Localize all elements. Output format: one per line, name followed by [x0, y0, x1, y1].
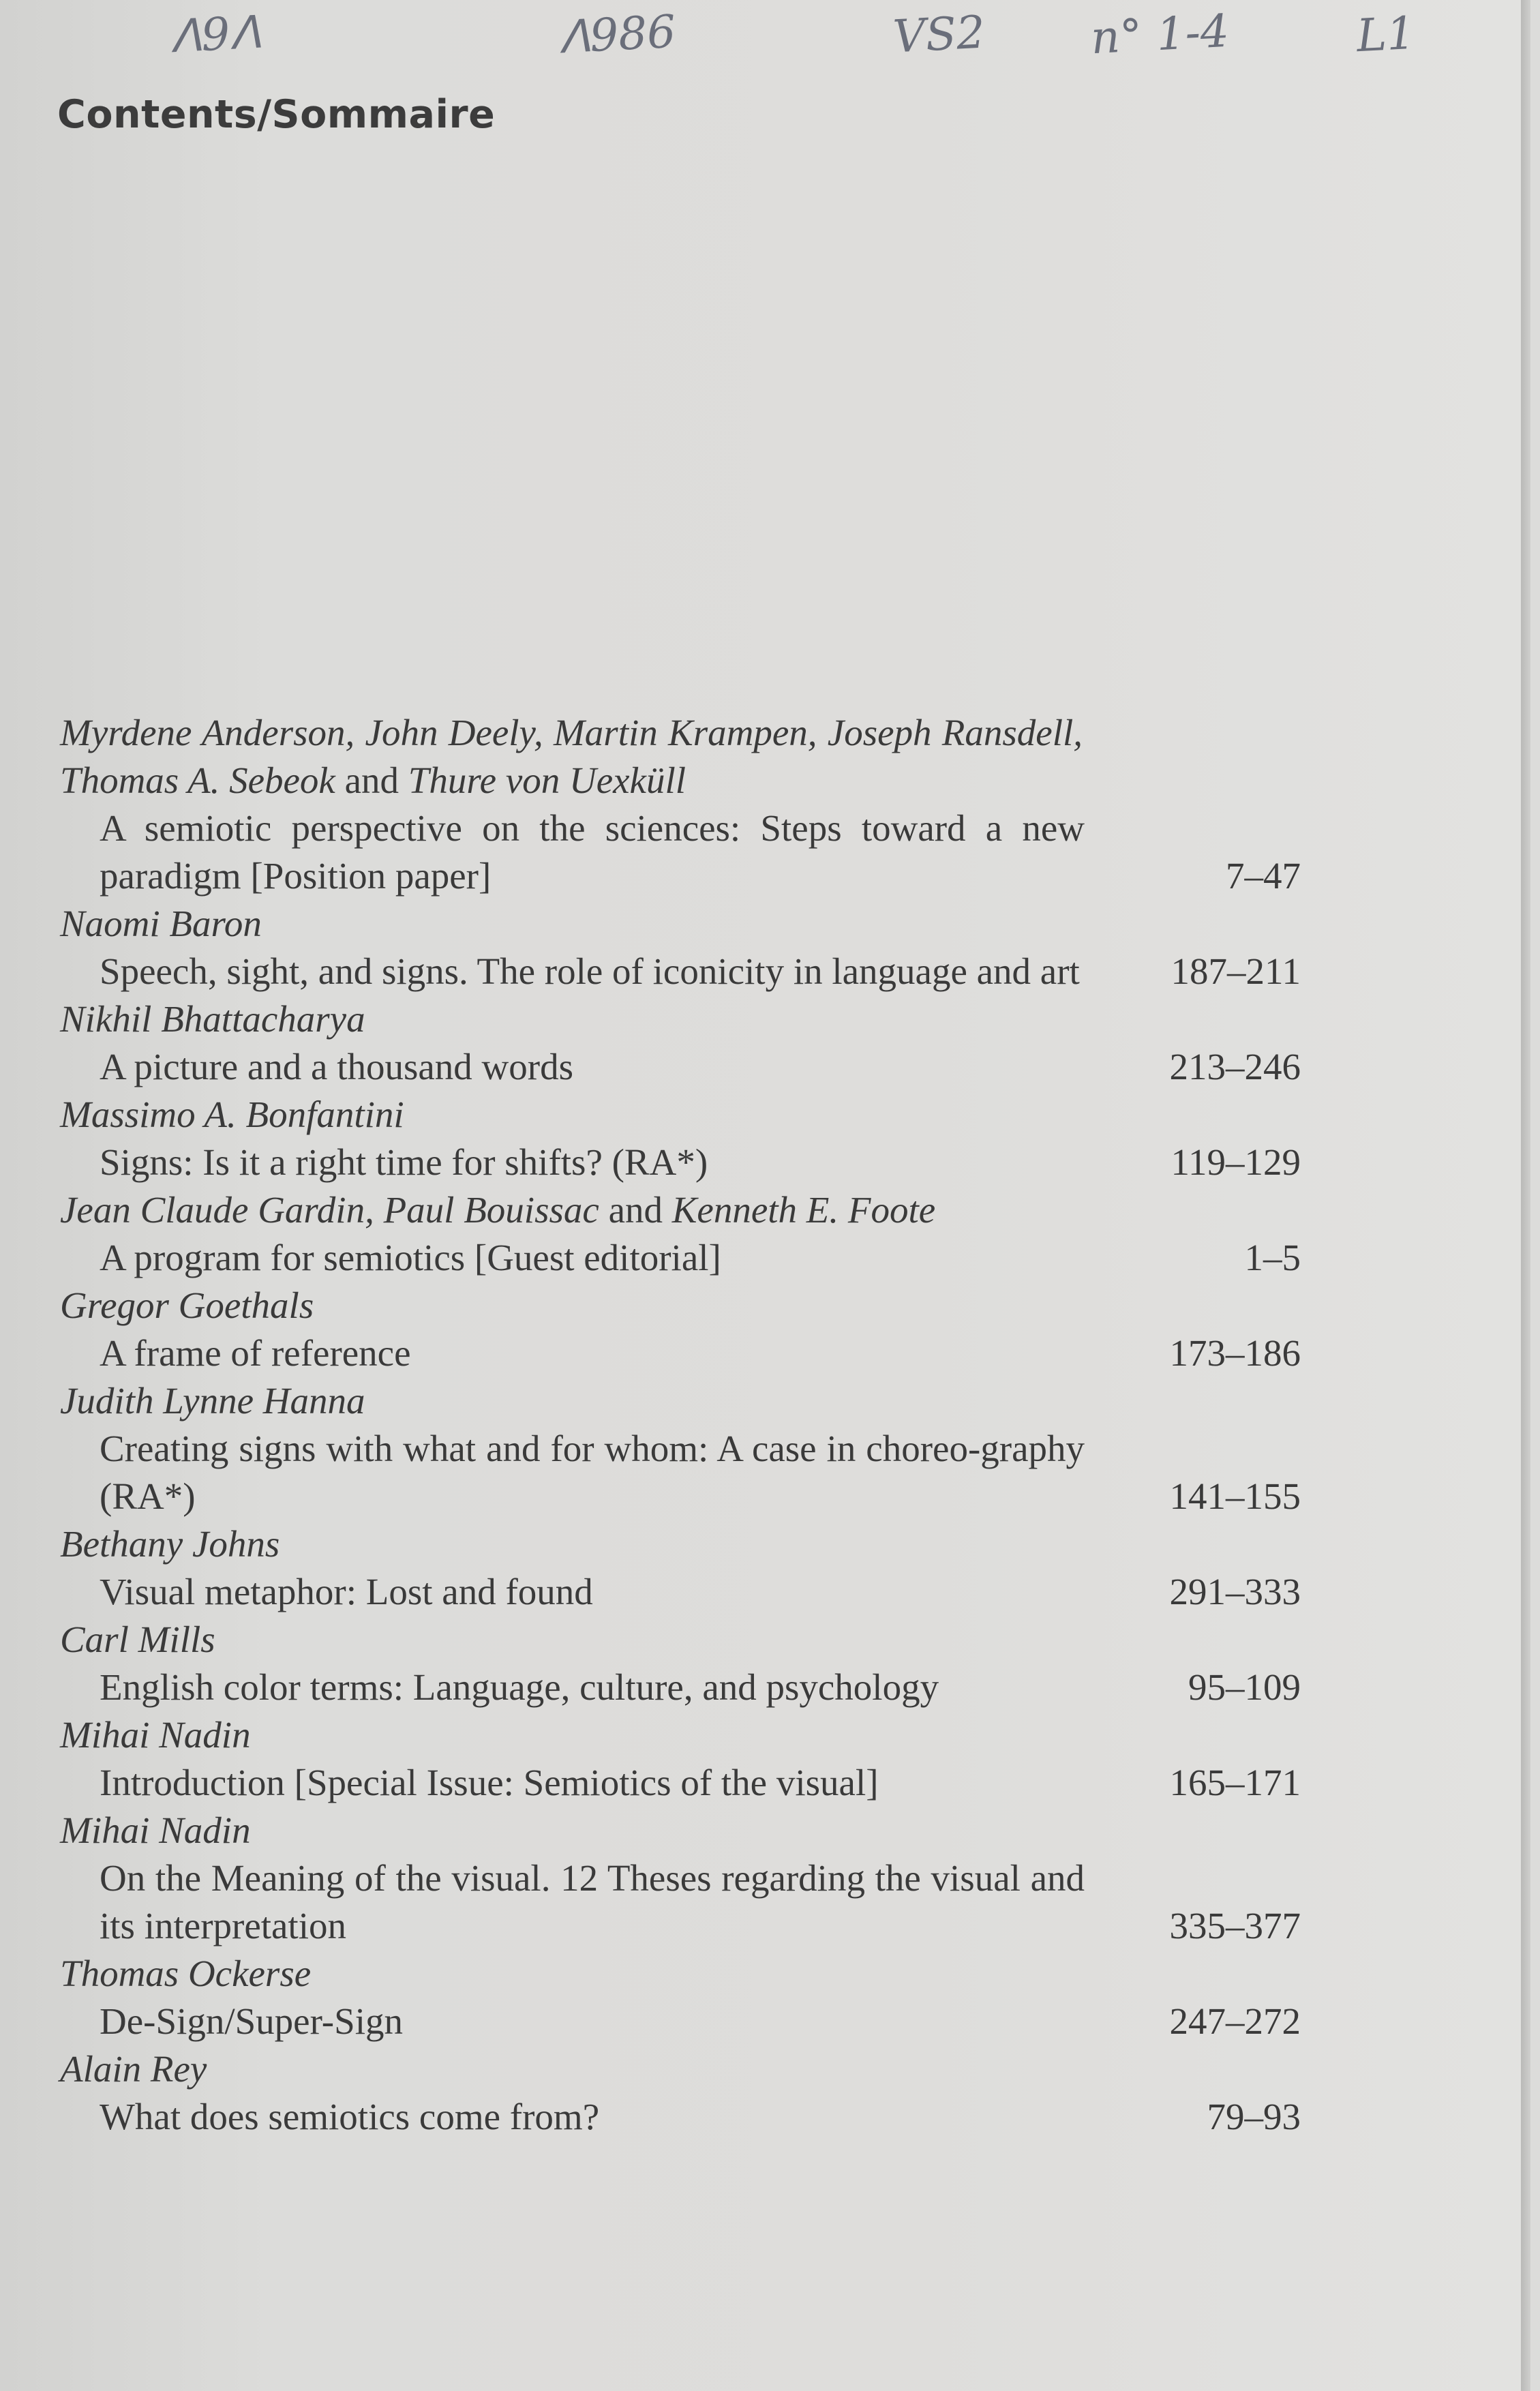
- entry-authors: [60, 1711, 1083, 1759]
- handwritten-note: ᐱ9ᐱ: [169, 5, 262, 63]
- toc-entry: [60, 1282, 1301, 1377]
- entry-pages: 141–155: [1169, 1475, 1301, 1517]
- entry-title: A semiotic perspective on the sciences: Steps toward a new paradigm [Position paper]: [100, 807, 1085, 897]
- entry-title: A frame of reference: [100, 1332, 411, 1374]
- entry-title: Signs: Is it a right time for shifts? (RA*): [100, 1141, 708, 1183]
- toc-entry: [60, 1091, 1301, 1186]
- handwritten-notes: [0, 0, 1530, 75]
- toc-entry: [60, 1807, 1301, 1950]
- entry-pages: 173–186: [1169, 1332, 1301, 1374]
- author-name: Naomi Baron: [60, 903, 262, 944]
- entry-pages: 165–171: [1169, 1762, 1301, 1803]
- entry-title: A picture and a thousand words: [100, 1046, 573, 1087]
- author-name: Nikhil Bhattacharya: [60, 998, 365, 1040]
- entry-pages: 79–93: [1207, 2096, 1301, 2137]
- entry-title: Speech, sight, and signs. The role of iconicity in language and art: [100, 950, 1080, 992]
- toc-entry: [60, 900, 1301, 995]
- page-edge: [1521, 0, 1530, 2391]
- author-name: Thomas Ockerse: [60, 1953, 312, 1994]
- entry-authors: [60, 995, 1083, 1043]
- entry-title: Visual metaphor: Lost and found: [100, 1571, 593, 1612]
- handwritten-note: L1: [1355, 6, 1417, 63]
- entry-title: Introduction [Special Issue: Semiotics of the visual]: [100, 1762, 879, 1803]
- toc-entry: [60, 1520, 1301, 1616]
- author-name: Alain Rey: [60, 2048, 207, 2090]
- entry-title: Creating signs with what and for whom: A case in choreo-graphy (RA*): [100, 1428, 1085, 1517]
- toc-entry: [60, 1950, 1301, 2045]
- author-name: Bethany Johns: [60, 1523, 280, 1565]
- author-name: Carl Mills: [60, 1619, 215, 1660]
- entry-pages: 95–109: [1188, 1666, 1301, 1708]
- author-name: Joseph Ransdell: [827, 712, 1074, 753]
- author-name: Judith Lynne Hanna: [60, 1380, 365, 1422]
- page-title: Contents/Sommaire: [57, 92, 496, 137]
- author-name: Paul Bouissac: [383, 1189, 599, 1231]
- entry-authors: [60, 900, 1083, 948]
- author-name: Thomas A. Sebeok: [60, 760, 335, 801]
- author-name: Jean Claude Gardin: [60, 1189, 365, 1231]
- author-name: Kenneth E. Foote: [671, 1189, 936, 1231]
- entry-authors: [60, 1091, 1083, 1139]
- entry-authors: [60, 2045, 1083, 2093]
- author-name: Myrdene Anderson: [60, 712, 346, 753]
- entry-pages: 7–47: [1226, 855, 1301, 897]
- entry-title: De-Sign/Super-Sign: [100, 2000, 403, 2042]
- table-of-contents: [60, 709, 1301, 2141]
- entry-authors: [60, 1950, 1083, 1998]
- author-name: Mihai Nadin: [60, 1809, 251, 1851]
- entry-authors: [60, 1616, 1083, 1664]
- entry-title: A program for semiotics [Guest editorial]: [100, 1237, 721, 1278]
- author-name: Massimo A. Bonfantini: [60, 1094, 404, 1135]
- entry-pages: 213–246: [1169, 1046, 1301, 1087]
- entry-authors: Jean Claude Gardin, Paul Bouissac and Kenneth E. Foote: [60, 1189, 936, 1231]
- author-name: Gregor Goethals: [60, 1284, 314, 1326]
- entry-title: What does semiotics come from?: [100, 2096, 600, 2137]
- toc-entry: [60, 1186, 1301, 1282]
- entry-title: English color terms: Language, culture, and psychology: [100, 1666, 939, 1708]
- toc-entry: [60, 995, 1301, 1091]
- toc-entry: [60, 1377, 1301, 1520]
- entry-authors: [60, 1520, 1083, 1568]
- author-name: Mihai Nadin: [60, 1714, 251, 1756]
- toc-entry: [60, 2045, 1301, 2141]
- entry-pages: 187–211: [1171, 950, 1301, 992]
- author-name: Thure von Uexküll: [408, 760, 686, 801]
- toc-entry: [60, 709, 1301, 900]
- handwritten-note: ᐱ986: [558, 5, 678, 64]
- entry-pages: 247–272: [1169, 2000, 1301, 2042]
- entry-pages: 1–5: [1244, 1237, 1301, 1278]
- entry-authors: [60, 1807, 1083, 1854]
- entry-pages: 119–129: [1171, 1141, 1301, 1183]
- entry-authors: [60, 1377, 1083, 1425]
- toc-entry: [60, 1711, 1301, 1807]
- entry-pages: 335–377: [1169, 1905, 1301, 1946]
- author-name: John Deely: [365, 712, 534, 753]
- toc-entry: [60, 1616, 1301, 1711]
- entry-authors: [60, 1282, 1083, 1329]
- entry-title: On the Meaning of the visual. 12 Theses regarding the visual and its interpretation: [100, 1857, 1085, 1946]
- entry-pages: 291–333: [1169, 1571, 1301, 1612]
- entry-authors: Myrdene Anderson, John Deely, Martin Krampen, Joseph Ransdell, Thomas A. Sebeok and Thure von Uexküll: [60, 712, 1083, 801]
- handwritten-note: VS2: [892, 5, 986, 63]
- handwritten-note: n° 1-4: [1089, 4, 1231, 65]
- author-name: Martin Krampen: [553, 712, 808, 753]
